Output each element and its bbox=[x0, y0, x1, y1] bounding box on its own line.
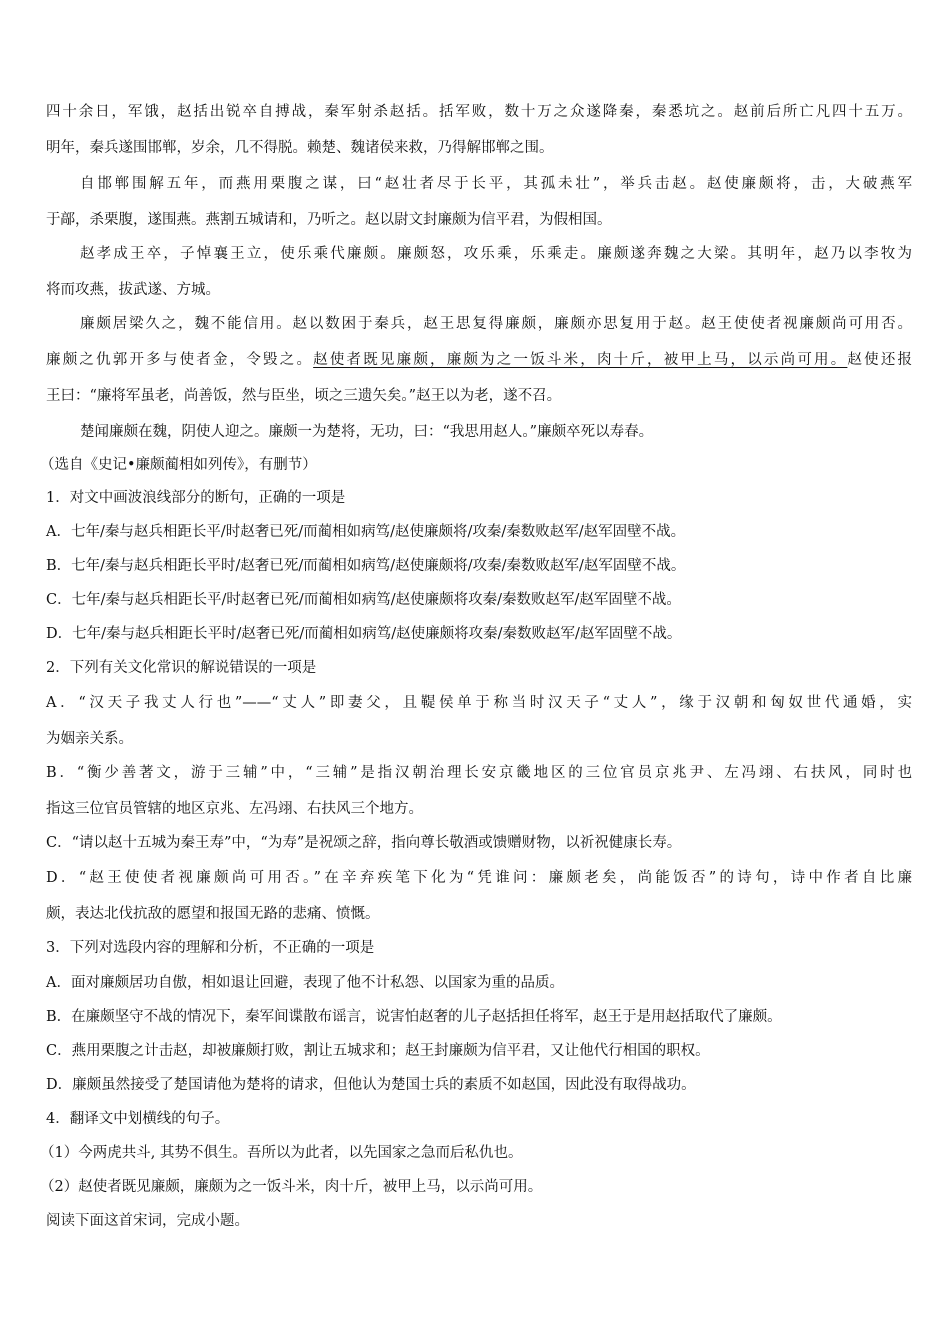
option-b: B．在廉颇坚守不战的情况下，秦军间谍散布谣言，说害怕赵奢的儿子赵括担任将军，赵王于是用赵括取代了廉颇。 bbox=[46, 1009, 782, 1025]
option-d: D．廉颇虽然接受了楚国请他为楚将的请求，但他认为楚国士兵的素质不如赵国，因此没有取得战功。 bbox=[46, 1077, 696, 1093]
passage-line: 四十余日，军饿，赵括出锐卒自搏战，秦军射杀赵括。括军败，数十万之众遂降秦，秦悉坑之。赵前后所亡凡四十五万。 bbox=[46, 104, 912, 120]
passage-line: 明年，秦兵遂围邯郸，岁余，几不得脱。赖楚、魏诸侯来救，乃得解邯郸之围。 bbox=[46, 140, 554, 156]
passage-line: 将而攻燕，拔武遂、方城。 bbox=[46, 282, 220, 298]
option-c: C．燕用栗腹之计击赵，却被廉颇打败，割让五城求和；赵王封廉颇为信平君，又让他代行相国的职权。 bbox=[46, 1043, 710, 1059]
question-stem: 1．对文中画波浪线部分的断句，正确的一项是 bbox=[46, 490, 346, 506]
underlined-sentence: 赵使者既见廉颇，廉颇为之一饭斗米，肉十斤，被甲上马，以示尚可用。 bbox=[313, 352, 848, 368]
passage-paragraph: 廉颇居梁久之，魏不能信用。赵以数困于秦兵，赵王思复得廉颇，廉颇亦思复用于赵。赵王使使者视廉颇尚可用否。 bbox=[80, 316, 912, 332]
translation-item: （1）今两虎共斗, 其势不俱生。吾所以为此者，以先国家之急而后私仇也。 bbox=[40, 1145, 523, 1161]
passage-paragraph: 楚闻廉颇在魏，阴使人迎之。廉颇一为楚将，无功，曰：“我思用赵人。”廉颇卒死以寿春。 bbox=[80, 424, 654, 440]
next-section-instruction: 阅读下面这首宋词，完成小题。 bbox=[46, 1213, 249, 1229]
question-stem: 2．下列有关文化常识的解说错误的一项是 bbox=[46, 660, 317, 676]
passage-line bbox=[46, 350, 912, 370]
option-a: A．七年/秦与赵兵相距长平/时赵奢已死/而蔺相如病笃/赵使廉颇将/攻秦/秦数败赵军/赵军固壁不战。 bbox=[46, 524, 686, 540]
passage-line: 于鄗，杀栗腹，遂围燕。燕割五城请和，乃听之。赵以尉文封廉颇为信平君，为假相国。 bbox=[46, 212, 612, 228]
option-c: C．“请以赵十五城为秦王寿”中，“为寿”是祝颂之辞，指向尊长敬酒或馈赠财物，以祈祝健康长寿。 bbox=[46, 835, 682, 851]
option-a-cont: 为姻亲关系。 bbox=[46, 731, 133, 747]
option-d: D．“赵王使使者视廉颇尚可用否。”在辛弃疾笔下化为“凭谁问：廉颇老矣，尚能饭否”的诗句，诗中作者自比廉 bbox=[46, 870, 912, 886]
passage-source: （选自《史记•廉颇蔺相如列传》，有删节） bbox=[40, 457, 317, 473]
option-b-cont: 指这三位官员管辖的地区京兆、左冯翊、右扶风三个地方。 bbox=[46, 801, 423, 817]
option-c: C．七年/秦与赵兵相距长平/时赵奢已死/而蔺相如病笃/赵使廉颇将攻秦/秦数败赵军/赵军固壁不战。 bbox=[46, 592, 681, 608]
question-stem: 4．翻译文中划横线的句子。 bbox=[46, 1111, 230, 1127]
option-a: A．面对廉颇居功自傲，相如退让回避，表现了他不计私怨、以国家为重的品质。 bbox=[46, 975, 564, 991]
passage-text: 廉颇之仇郭开多与使者金，令毁之。 bbox=[46, 352, 314, 368]
option-d: D．七年/秦与赵兵相距长平时/赵奢已死/而蔺相如病笃/赵使廉颇将攻秦/秦数败赵军/赵军固壁不战。 bbox=[46, 626, 682, 642]
option-a: A．“汉天子我丈人行也”——“丈人”即妻父，且鞮侯单于称当时汉天子“丈人”，缘于汉朝和匈奴世代通婚，实 bbox=[46, 695, 912, 711]
passage-paragraph: 赵孝成王卒，子悼襄王立，使乐乘代廉颇。廉颇怒，攻乐乘，乐乘走。廉颇遂奔魏之大梁。其明年，赵乃以李牧为 bbox=[80, 246, 912, 262]
option-b: B．“衡少善著文，游于三辅”中，“三辅”是指汉朝治理长安京畿地区的三位官员京兆尹、左冯翊、右扶风，同时也 bbox=[46, 765, 912, 781]
passage-text: 赵使还报 bbox=[847, 352, 913, 368]
option-b: B．七年/秦与赵兵相距长平时/赵奢已死/而蔺相如病笃/赵使廉颇将/攻秦/秦数败赵军/赵军固壁不战。 bbox=[46, 558, 686, 574]
translation-item: （2）赵使者既见廉颇，廉颇为之一饭斗米，肉十斤，被甲上马，以示尚可用。 bbox=[40, 1179, 543, 1195]
passage-line: 王曰：“廉将军虽老，尚善饭，然与臣坐，顷之三遗矢矣。”赵王以为老，遂不召。 bbox=[46, 388, 562, 404]
option-d-cont: 颇，表达北伐抗敌的愿望和报国无路的悲痛、愤慨。 bbox=[46, 906, 380, 922]
question-stem: 3．下列对选段内容的理解和分析，不正确的一项是 bbox=[46, 940, 375, 956]
passage-paragraph: 自邯郸围解五年，而燕用栗腹之谋，曰“赵壮者尽于长平，其孤未壮”，举兵击赵。赵使廉颇将，击，大破燕军 bbox=[80, 176, 912, 192]
